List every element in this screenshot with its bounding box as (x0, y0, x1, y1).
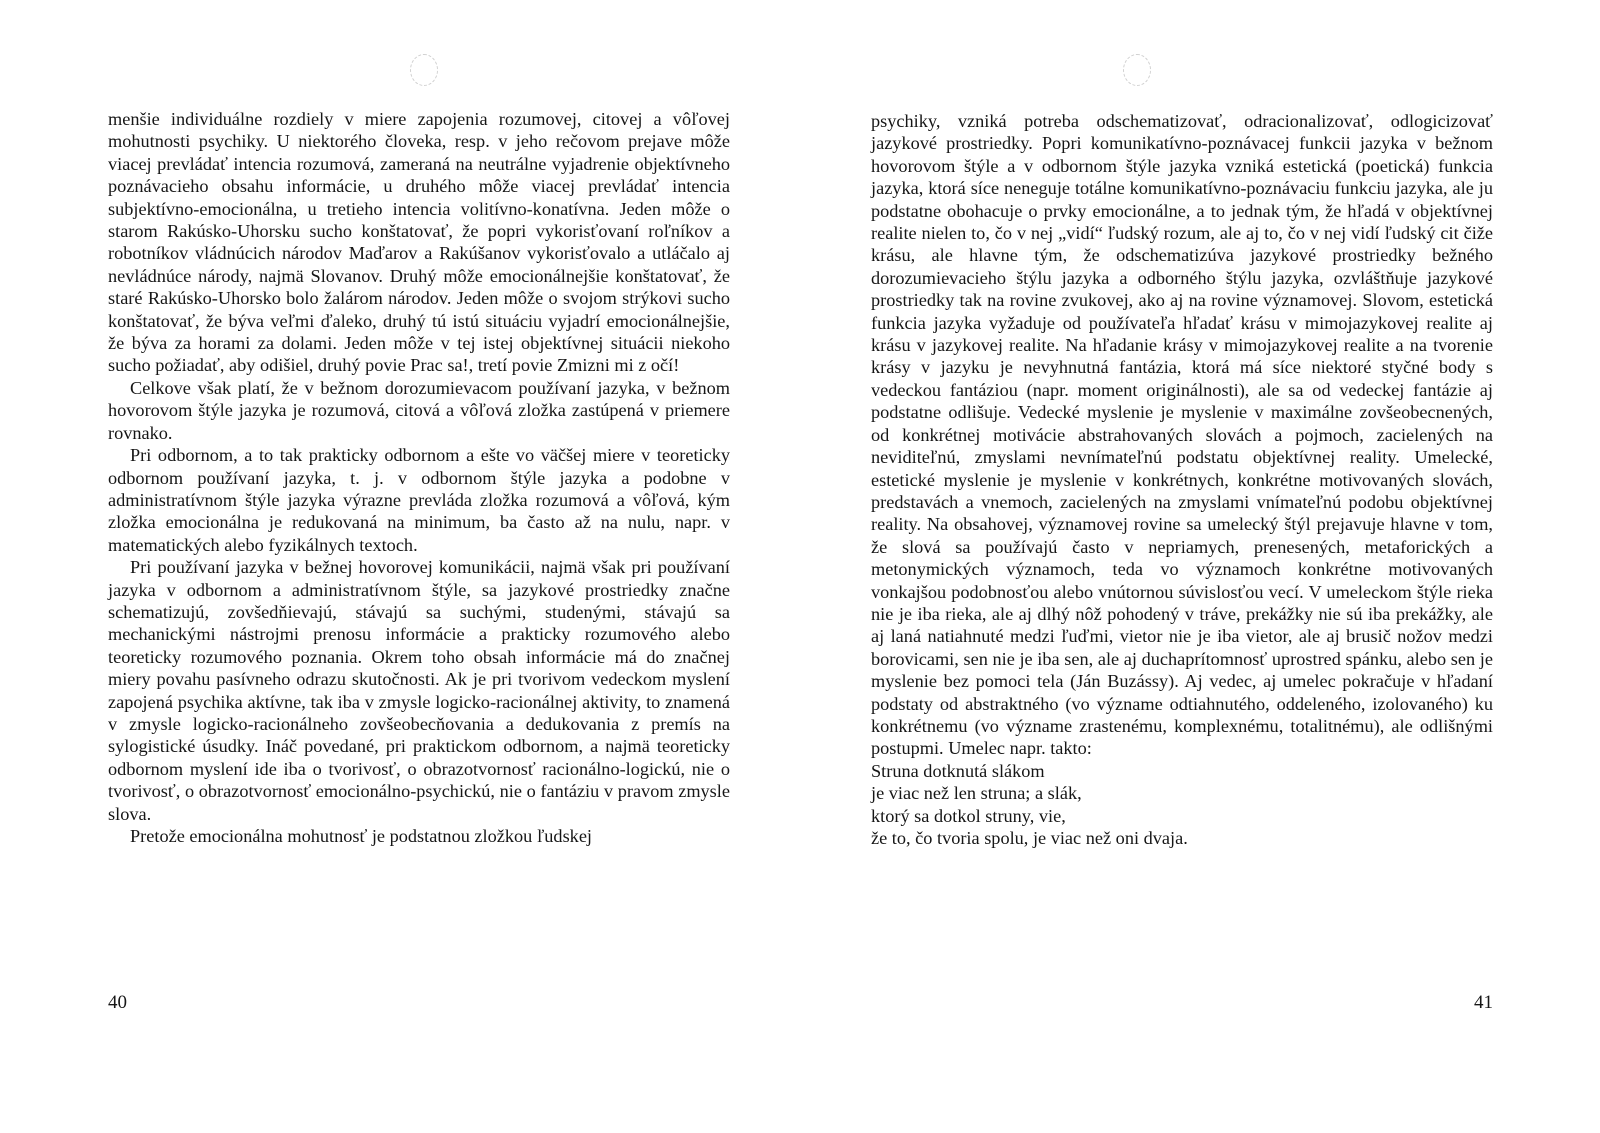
right-page (871, 0, 1493, 1133)
paragraph: Celkove však platí, že v bežnom dorozumievacom používaní jazyka, v bežnom hovorovom štýle jazyka je rozumová, citová a vôľová zložka zastúpená v priemere rovnako. (108, 377, 730, 443)
poem (871, 760, 1493, 850)
left-page (108, 0, 730, 1133)
paragraph: psychiky, vzniká potreba odschematizovať, odracionalizovať, odlogicizovať jazykové prostriedky. Popri komunikatívno-poznávacej funkcii jazyka v bežnom hovorovom štýle a v odbornom štýle jazyka vzniká estetická (poetická) funkcia jazyka, ktorá síce neneguje totálne komunikatívno-poznávaciu funkciu jazyka, ale ju podstatne obohacuje o prvky emocionálne, a to jednak tým, že hľadá v objektívnej realite nielen to, čo v nej „vidí“ ľudský rozum, ale aj to, čo v nej vidí ľudský cit čiže krásu, ale hlavne tým, že odschematizúva jazykové prostriedky bežného dorozumievacieho štýlu jazyka a odborného štýlu jazyka, ozvláštňuje jazykové prostriedky tak na rovine zvukovej, ako aj na rovine významovej. Slovom, estetická funkcia jazyka vyžaduje od používateľa hľadať krásu v mimojazykovej realite aj krásu v jazykovej realite. Na hľadanie krásy v mimojazykovej realite a na tvorenie krásy v jazyku je nevyhnutná fantázia, ktorá má síce niektoré styčné body s vedeckou fantáziou (napr. moment originálnosti), ale sa od vedeckej fantázie aj podstatne odlišuje. Vedecké myslenie je myslenie v maximálne zovšeobecnených, od konkrétnej motivácie abstrahovaných slovách a pojmoch, zacielených na neviditeľnú, zmyslami nevnímateľnú podstatu objektívnej reality. Umelecké, estetické myslenie je myslenie v konkrétnych, konkrétne motivovaných slovách, predstavách a vnemoch, zacielených na zmyslami vnímateľnú podobu objektívnej reality. Na obsahovej, významovej rovine sa umelecký štýl prejavuje hlavne v tom, že slová sa používajú často v nepriamych, prenesených, metaforických a metonymických významoch, teda vo významoch konkrétne motivovaných vonkajšou podobnosťou alebo vnútornou súvislosťou vecí. V umeleckom štýle rieka nie je iba rieka, ale aj dlhý nôž pohodený v tráve, prekážky nie sú iba prekážky, ale aj laná natiahnuté medzi ľuďmi, vietor nie je iba vietor, ale aj brusič nožov medzi borovicami, sen nie je iba sen, ale aj duchaprítomnosť uprostred spánku, alebo sen je myslenie bez pomoci tela (Ján Buzássy). Aj vedec, aj umelec pokračuje v hľadaní podstaty od abstraktného (vo význame odtiahnutého, oddeleného, izolovaného) ku konkrétnemu (vo význame zrastenému, komplexnému, totalitnému), ale odlišnými postupmi. Umelec napr. takto: (871, 111, 1493, 759)
left-page-text (108, 108, 730, 847)
paragraph: Pri odbornom, a to tak prakticky odbornom a ešte vo väčšej miere v teoreticky odbornom používaní jazyka, t. j. v odbornom štýle jazyka a podobne v administratívnom štýle jazyka výrazne prevláda zložka rozumová a vôľová, kým zložka emocionálna je redukovaná na minimum, ba často až na nulu, napr. v matematických alebo fyzikálnych textoch. (108, 445, 730, 555)
poem-line: ktorý sa dotkol struny, vie, (871, 805, 1066, 826)
page-number: 41 (1474, 992, 1493, 1013)
poem-line: že to, čo tvoria spolu, je viac než oni dvaja. (871, 828, 1188, 848)
paragraph: Pri používaní jazyka v bežnej hovorovej komunikácii, najmä však pri používaní jazyka v odbornom a administratívnom štýle, sa jazykové prostriedky značne schematizujú, zovšedňievajú, stávajú sa suchými, studenými, stávajú sa mechanickými nástrojmi prenosu informácie a prakticky rozumového alebo teoreticky rozumového poznania. Okrem toho obsah informácie má do značnej miery povahu pasívneho odrazu skutočnosti. Ak je pri tvorivom vedeckom myslení zapojená psychika aktívne, tak iba v zmysle logicko-racionálnej aktivity, to znamená v zmysle logicko-racionálneho zovšeobecňovania a dedukovania z premís na sylogistické úsudky. Ináč povedané, pri praktickom odbornom, a najmä teoreticky odbornom myslení ide iba o tvorivosť, o obrazotvornosť racionálno-logickú, nie o tvorivosť, o obrazotvornosť emocionálno-psychickú, nie o fantáziu v pravom zmysle slova. (108, 557, 730, 824)
poem-line: Struna dotknutá slákom (871, 760, 1045, 781)
page-stamp-icon (404, 48, 444, 92)
right-page-text (871, 110, 1493, 849)
paragraph: menšie individuálne rozdiely v miere zapojenia rozumovej, citovej a vôľovej mohutnosti psychiky. U niektorého človeka, resp. v jeho rečovom prejave môže viacej prevládať intencia rozumová, zameraná na neutrálne vyjadrenie objektívneho poznávacieho obsahu informácie, u druhého môže viacej prevládať intencia subjektívno-emocionálna, u tretieho intencia volitívno-konatívna. Jeden môže o starom Rakúsko-Uhorsku sucho konštatovať, že popri vykorisťovaní roľníkov a robotníkov vládnúcich národov Maďarov a Rakúšanov vykorisťovalo a utláčalo aj nevládnúce národy, najmä Slovanov. Druhý môže emocionálnejšie konštatovať, že staré Rakúsko-Uhorsko bolo žalárom národov. Jeden môže o svojom strýkovi sucho konštatovať, že býva veľmi ďaleko, druhý tú istú situáciu vyjadrí emocionálnejšie, že býva za horami za dolami. Jeden môže v tej istej objektívnej situácii niekoho sucho požiadať, aby odišiel, druhý povie Prac sa!, tretí povie Zmizni mi z očí! (108, 109, 730, 376)
poem-line: je viac než len struna; a slák, (871, 783, 1082, 804)
paragraph: Pretože emocionálna mohutnosť je podstatnou zložkou ľudskej (130, 826, 593, 846)
page-stamp-icon (1117, 48, 1157, 92)
page-number: 40 (108, 992, 127, 1013)
